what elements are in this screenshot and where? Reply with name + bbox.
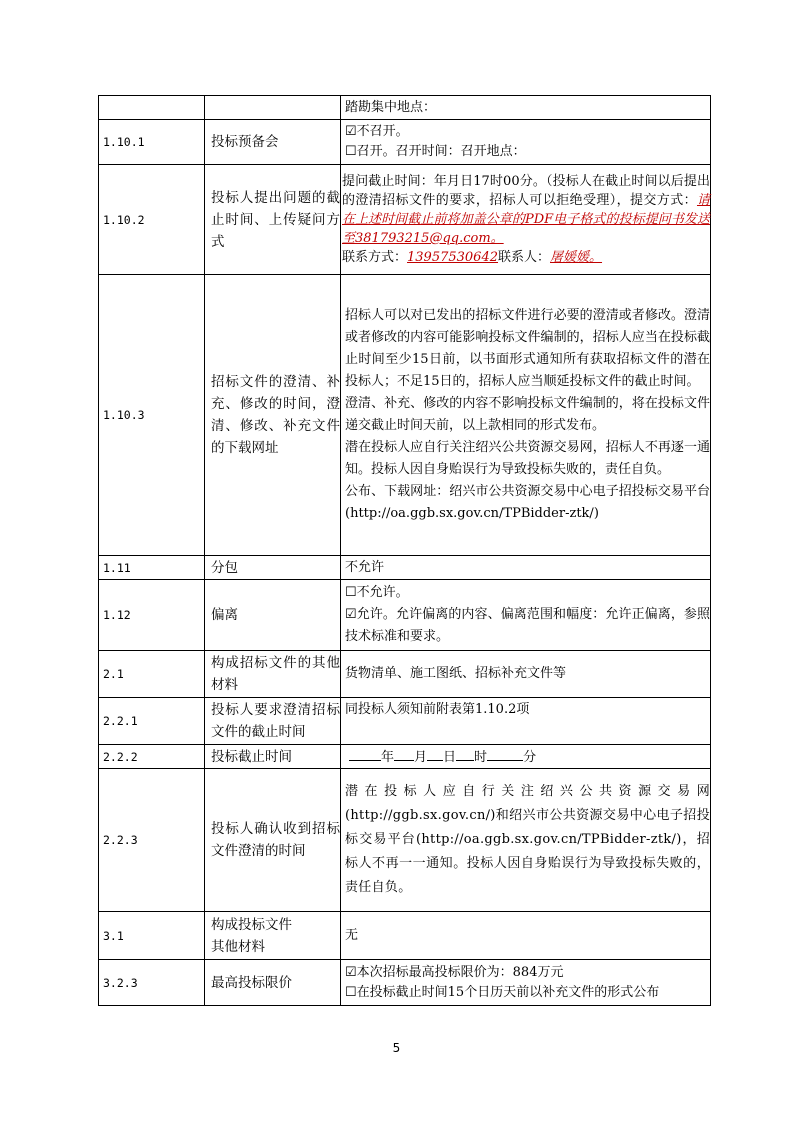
item-content <box>341 96 711 120</box>
item-number <box>99 96 205 120</box>
content-paragraph: 潜在投标人应自行关注绍兴公共资源交易网，招标人不再逐一通知。投标人因自身贻误行为导致投标失败的，责任自负。 <box>345 440 710 477</box>
item-number: 3.2.3 <box>99 960 205 1006</box>
item-content <box>341 275 711 556</box>
content-paragraph: 澄清、补充、修改的内容不影响投标文件编制的，将在投标文件递交截止时间天前，以上款相同的形式发布。 <box>345 396 710 433</box>
item-number: 1.10.2 <box>99 165 205 275</box>
item-name <box>205 96 341 120</box>
item-content <box>341 580 711 651</box>
item-number: 1.11 <box>99 556 205 580</box>
item-number: 2.2.1 <box>99 698 205 745</box>
item-name: 投标人提出问题的截止时间、上传疑问方式 <box>205 165 341 275</box>
content-paragraph: 公布、下载网址：绍兴市公共资源交易中心电子招投标交易平台(http://oa.ggb.sx.gov.cn/TPBidder-ztk/) <box>345 484 710 521</box>
checkbox-line: ☐召开。召开时间：召开地点： <box>345 144 526 159</box>
item-number: 3.1 <box>99 912 205 960</box>
item-content <box>341 960 711 1006</box>
item-name: 偏离 <box>205 580 341 651</box>
item-name: 分包 <box>205 556 341 580</box>
item-number: 1.10.1 <box>99 120 205 165</box>
table-row <box>99 556 711 580</box>
contact-label: 联系方式： <box>342 250 408 265</box>
item-number: 2.2.3 <box>99 769 205 912</box>
item-content <box>341 698 711 745</box>
table-row <box>99 769 711 912</box>
item-name: 构成投标文件 其他材料 <box>205 912 341 960</box>
item-content <box>341 165 711 275</box>
checkbox-line: ☑不召开。 <box>345 124 409 139</box>
checkbox-line: ☐不允许。 <box>345 585 409 600</box>
content-line: 货物清单、施工图纸、招标补充文件等 <box>345 666 567 681</box>
contact-person-label: 联系人： <box>498 250 551 265</box>
page-number: 5 <box>392 1041 401 1055</box>
item-name: 投标人要求澄清招标文件的截止时间 <box>205 698 341 745</box>
content-line: 同投标人须知前附表第1.10.2项 <box>345 702 530 717</box>
item-name: 招标文件的澄清、补充、修改的时间，澄清、修改、补充文件的下载网址 <box>205 275 341 556</box>
item-name: 投标人确认收到招标文件澄清的时间 <box>205 769 341 912</box>
content-paragraph: 潜在投标人应自行关注绍兴公共资源交易网(http://ggb.sx.gov.cn/)和绍兴市公共资源交易中心电子招投标交易平台(http://oa.ggb.sx.gov.cn/TPBidder-ztk/)，招标人不再一一通知。投标人因自身贻误行为导致投标失败的，责任自负。 <box>345 784 710 895</box>
item-content <box>341 769 711 912</box>
table-row <box>99 96 711 120</box>
submission-method-note: 请在上述时间截止前将加盖公章的PDF电子格式的投标提问书发送至381793215@qq.com。 <box>342 193 710 246</box>
item-content <box>341 651 711 698</box>
item-name: 最高投标限价 <box>205 960 341 1006</box>
checkbox-line: ☑本次招标最高投标限价为：884万元 <box>345 964 564 980</box>
table-row <box>99 275 711 556</box>
content-line: 无 <box>345 927 359 943</box>
table-row <box>99 698 711 745</box>
checkbox-line: ☑允许。允许偏离的内容、偏离范围和幅度：允许正偏离，参照技术标准和要求。 <box>345 607 710 644</box>
content-line: 踏勘集中地点： <box>345 99 437 115</box>
item-name: 投标预备会 <box>205 120 341 165</box>
table-row <box>99 120 711 165</box>
content-paragraph: 招标人可以对已发出的招标文件进行必要的澄清或者修改。澄清或者修改的内容可能影响投标文件编制的，招标人应当在投标截止时间至少15日前，以书面形式通知所有获取招标文件的潜在投标人；不足15日的，招标人应当顺延投标文件的截止时间。 <box>345 308 710 389</box>
table-row <box>99 580 711 651</box>
bid-deadline-blank: 年 月 日 时 分 <box>341 745 711 769</box>
item-name: 投标截止时间 <box>205 745 341 769</box>
question-deadline-text: 提问截止时间：年月日17时00分。（投标人在截止时间以后提出的澄清招标文件的要求，招标人可以拒绝受理），提交方式： <box>342 174 710 208</box>
item-content <box>341 556 711 580</box>
table-row <box>99 165 711 275</box>
checkbox-line: ☐在投标截止时间15个日历天前以补充文件的形式公布 <box>345 984 660 1000</box>
contact-person: 屠媛媛。 <box>550 250 603 265</box>
item-content <box>341 912 711 960</box>
item-number: 2.1 <box>99 651 205 698</box>
table-row <box>99 960 711 1006</box>
item-number: 1.12 <box>99 580 205 651</box>
item-number: 1.10.3 <box>99 275 205 556</box>
table-row <box>99 745 711 769</box>
contact-phone: 13957530642 <box>407 250 498 265</box>
content-line: 不允许 <box>345 559 385 575</box>
item-name: 构成招标文件的其他材料 <box>205 651 341 698</box>
item-content <box>341 120 711 165</box>
table-row <box>99 912 711 960</box>
bid-info-table <box>98 95 711 1006</box>
item-number: 2.2.2 <box>99 745 205 769</box>
contact-line <box>342 248 710 267</box>
table-row <box>99 651 711 698</box>
